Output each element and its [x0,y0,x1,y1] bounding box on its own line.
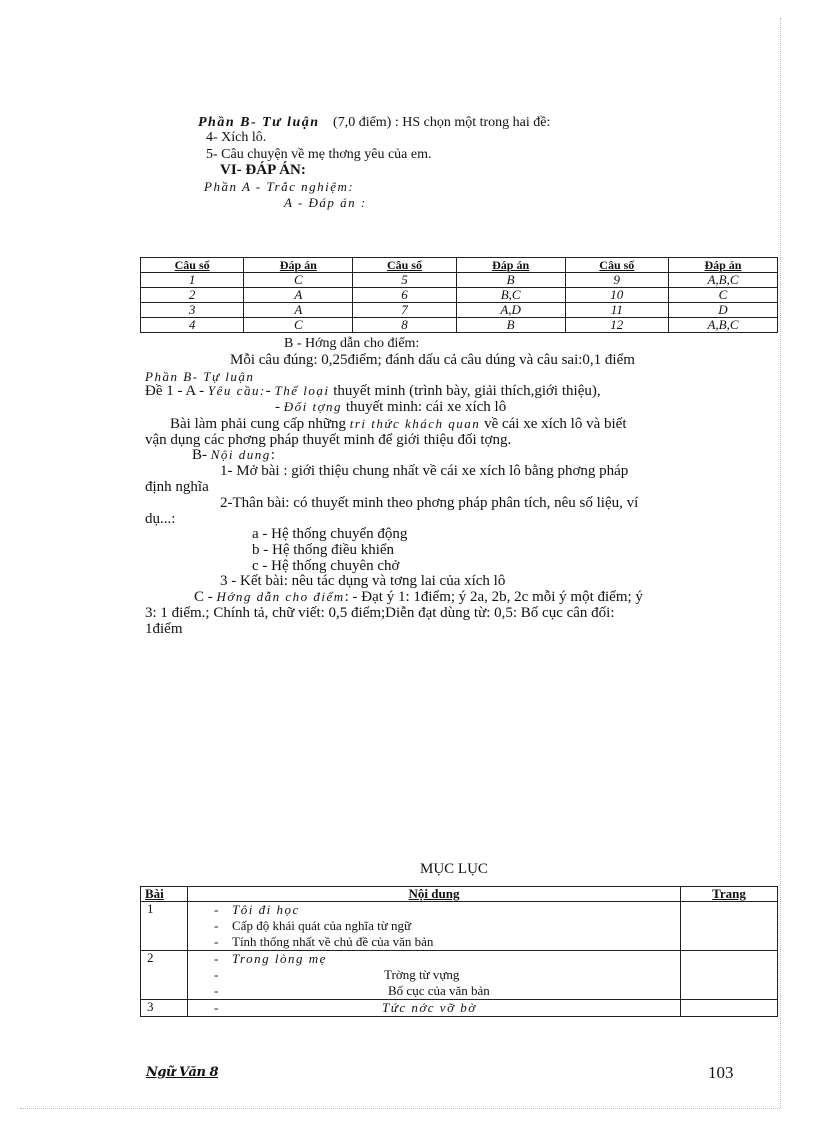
answer-table-header [141,258,778,273]
page-number: 103 [708,1063,734,1082]
toc-item: - Tôi đi học [214,902,300,917]
toc-row-content [188,1000,681,1017]
c-line-3: 1điểm [145,621,183,637]
de1-line [145,384,601,399]
toc-row-content [188,902,681,951]
table-row [141,288,778,303]
toc-item: - Cấp độ khái quát của nghĩa từ ngữ [214,918,412,933]
table-row [141,273,778,288]
the-loai-prefix: - [265,383,275,399]
grading-label: B - Hớng dẫn cho điểm: [284,336,420,351]
de1-prefix: Đề 1 - A - [145,383,208,399]
table-cell: 2 [141,288,244,303]
toc-item: - Trong lòng mẹ [214,951,327,966]
table-cell: 5 [353,273,456,288]
toc-row-page [681,902,778,951]
toc-row [141,951,778,1000]
noi-dung-colon: : [270,447,275,463]
table-cell: 10 [565,288,668,303]
toc-title: MỤC LỤC [420,861,488,877]
table-cell: 8 [353,318,456,333]
table-cell: D [668,303,777,318]
part-a-label: Phần A - Trắc nghiệm: [204,179,355,194]
table-cell: A,B,C [668,318,777,333]
table-cell: 11 [565,303,668,318]
grading-text: Mỗi câu đúng: 0,25điểm; đánh dấu cả câu dúng và câu sai:0,1 điểm [230,352,635,368]
toc-row-num: 2 [141,951,188,1000]
col-header: Đáp án [456,258,565,273]
table-cell: 4 [141,318,244,333]
doi-tuong-line [275,400,506,415]
toc-item: - Bố cục của văn bản [214,983,490,998]
page-frame-bottom [20,1108,780,1110]
col-header: Đáp án [244,258,353,273]
table-cell: A [244,303,353,318]
noi-dung-line [192,448,275,463]
section-vi-heading: VI- ĐÁP ÁN: [220,162,306,178]
body-1a-pre: Bài làm phải cung cấp những [170,416,350,432]
body-1a-post: về cái xe xích lô và biết [480,416,627,432]
yeu-cau-label: Yêu cầu: [207,383,266,398]
toc-row [141,902,778,951]
table-cell: 1 [141,273,244,288]
toc-item: - Tính thống nhất về chủ đề của văn bản [214,934,434,949]
noi-dung-prefix: B- [192,447,211,463]
table-cell: 7 [353,303,456,318]
table-cell: C [244,273,353,288]
col-header: Câu số [565,258,668,273]
table-cell: B,C [456,288,565,303]
doi-tuong-prefix: - [275,399,284,415]
toc-row-page [681,951,778,1000]
the-loai-rest: thuyết minh (trình bày, giải thích,giới thiệu), [329,383,601,399]
table-cell: 6 [353,288,456,303]
c-label: Hớng dẫn cho điểm [216,589,345,604]
table-cell: C [244,318,353,333]
part-b-label: Phần B- Tự luận [145,369,255,384]
col-header: Câu số [353,258,456,273]
table-cell: C [668,288,777,303]
table-cell: B [456,318,565,333]
toc-row-content [188,951,681,1000]
table-cell: A,D [456,303,565,318]
toc-item: - Tức nớc vỡ bờ [214,1000,477,1015]
footer-signature: Ngữ Văn 8 [146,1065,218,1080]
body-1b: vận dụng các phơng pháp thuyết minh để giới thiệu đối tợng. [145,432,512,448]
table-row [141,303,778,318]
the-loai-label: Thể loại [274,383,330,398]
table-row [141,318,778,333]
answer-key-label: A - Đáp án : [284,195,367,210]
table-cell: 12 [565,318,668,333]
mo-bai-a: 1- Mở bài : giới thiệu chung nhất về cái xe xích lô bằng phơng pháp [220,463,629,479]
table-cell: A,B,C [668,273,777,288]
toc-row-page [681,1000,778,1017]
sub-item-a: a - Hệ thống chuyển động [252,526,408,542]
sub-item-b: b - Hệ thống điều khiển [252,542,395,558]
col-header: Đáp án [668,258,777,273]
toc-table [140,886,778,1017]
toc-row [141,1000,778,1017]
doi-tuong-rest: thuyết minh: cái xe xích lô [342,399,507,415]
toc-header-trang: Trang [681,887,778,902]
body-1a-em: tri thức khách quan [349,416,481,431]
mo-bai-b: định nghĩa [145,479,209,495]
col-header: Câu số [141,258,244,273]
toc-header-row [141,887,778,902]
table-cell: 3 [141,303,244,318]
toc-row-num: 3 [141,1000,188,1017]
part-b-heading-label: Phần B- Tư luận [198,115,320,130]
c-line-2: 3: 1 điểm.; Chính tả, chữ viết: 0,5 điểm;Diễn đạt dùng từ: 0,5: Bố cục cân đối: [145,605,615,621]
noi-dung-label: Nội dung [210,447,271,462]
toc-header-bai: Bài [141,887,188,902]
part-b-heading-points: (7,0 điểm) : HS chọn một trong hai đề: [333,115,551,130]
sub-item-c: c - Hệ thống chuyên chở [252,558,400,574]
table-cell: A [244,288,353,303]
c-prefix: C - [194,589,217,605]
than-bai-b: dụ...: [145,511,176,527]
c-text-1: : - Đạt ý 1: 1điểm; ý 2a, 2b, 2c mỗi ý một điểm; ý [344,589,643,605]
table-cell: B [456,273,565,288]
toc-item: - Trờng từ vựng [214,967,460,982]
ket-bai: 3 - Kết bài: nêu tác dụng và tơng lai của xích lô [220,573,506,589]
body-1a [170,417,627,432]
part-b-heading [198,116,550,130]
topic-5: 5- Câu chuyện về mẹ thơng yêu của em. [206,147,432,162]
page-frame-right [780,18,782,1108]
toc-header-noi-dung: Nội dung [188,887,681,902]
toc-row-num: 1 [141,902,188,951]
than-bai-a: 2-Thân bài: có thuyết minh theo phơng pháp phân tích, nêu số liệu, ví [220,495,639,511]
doi-tuong-label: Đối tợng [283,399,343,414]
table-cell: 9 [565,273,668,288]
answer-table [140,257,778,333]
c-line-1 [194,590,643,605]
topic-4: 4- Xích lô. [206,130,267,145]
